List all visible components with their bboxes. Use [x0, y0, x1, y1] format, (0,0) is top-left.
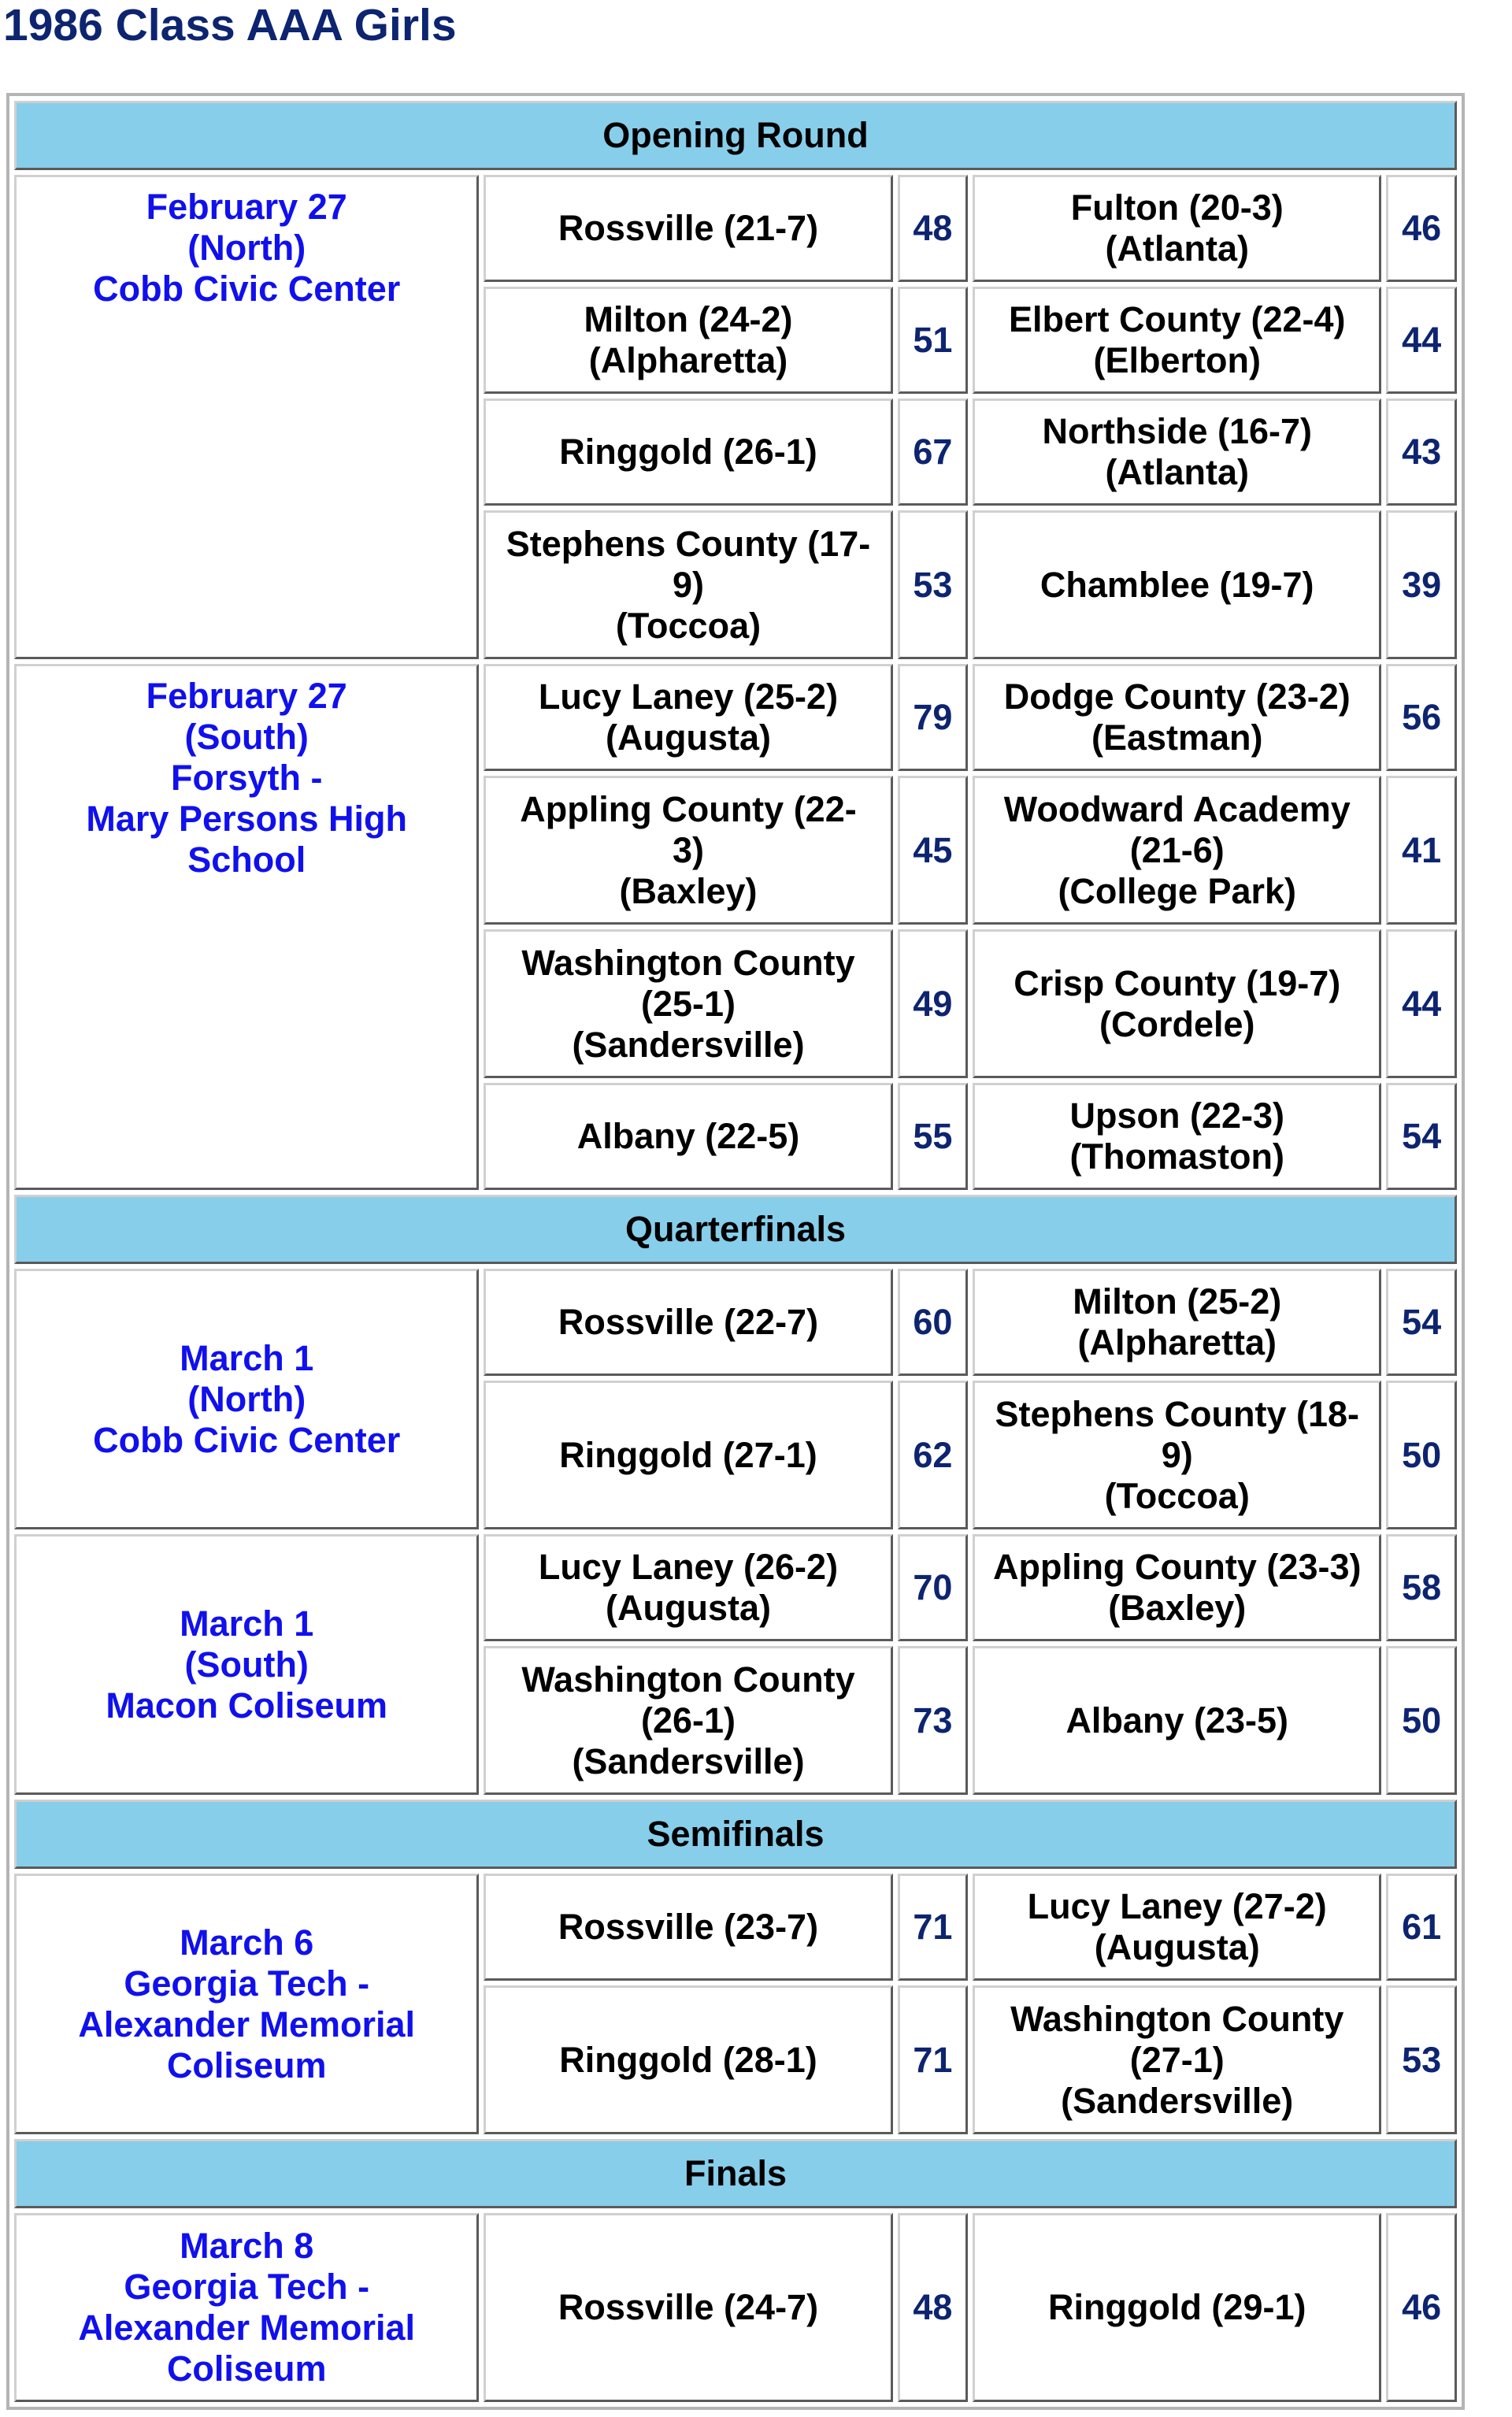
team2-cell — [973, 1083, 1381, 1190]
venue-location: Cobb Civic Center — [93, 1419, 401, 1460]
team2-cell — [973, 2213, 1381, 2402]
team2-cell — [973, 399, 1381, 506]
team-line: (College Park) — [1058, 870, 1297, 911]
team-line: (Baxley) — [1108, 1588, 1247, 1628]
venue-date: March 1 — [180, 1603, 314, 1644]
score2-cell: 44 — [1386, 929, 1457, 1078]
team1-cell — [484, 175, 892, 282]
team-line: (26-1) — [640, 1700, 736, 1740]
team-line: Woodward Academy — [1003, 788, 1351, 829]
team1-cell — [484, 664, 892, 771]
team-line: (21-6) — [1129, 829, 1225, 870]
team-line: Rossville (23-7) — [558, 1907, 819, 1947]
team-line: Milton (24-2) — [584, 299, 793, 339]
team-line: Appling County (23-3) — [993, 1547, 1362, 1587]
venue-date: February 27 — [146, 187, 347, 227]
score2-cell: 54 — [1386, 1083, 1457, 1190]
team-line: Upson (22-3) — [1069, 1095, 1284, 1136]
score2-cell: 41 — [1386, 776, 1457, 925]
team-line: Ringgold (27-1) — [559, 1434, 817, 1475]
venue-location: Cobb Civic Center — [93, 269, 401, 309]
team2-cell — [973, 510, 1381, 659]
team-line: (Thomaston) — [1069, 1136, 1284, 1177]
team2-cell — [973, 929, 1381, 1078]
team-line: Washington County — [1010, 1998, 1344, 2039]
team-line: Crisp County (19-7) — [1014, 962, 1341, 1003]
team2-cell — [973, 664, 1381, 771]
venue-region: (North) — [187, 1378, 306, 1419]
score2-cell: 50 — [1386, 1381, 1457, 1529]
team1-cell — [484, 929, 892, 1078]
score2-cell: 46 — [1386, 175, 1457, 282]
team-line: (Alpharetta) — [588, 340, 788, 380]
venue-region: (South) — [184, 1644, 309, 1685]
team-line: (Alpharetta) — [1077, 1322, 1277, 1362]
team2-cell — [973, 1646, 1381, 1795]
team2-cell — [973, 1874, 1381, 1981]
team-line: Lucy Laney (27-2) — [1027, 1886, 1327, 1926]
venue-location: Macon Coliseum — [106, 1685, 387, 1726]
team2-cell — [973, 175, 1381, 282]
team1-cell — [484, 287, 892, 394]
score2-cell: 43 — [1386, 399, 1457, 506]
team-line: (Sandersville) — [572, 1740, 805, 1781]
team-line: Elbert County (22-4) — [1008, 299, 1346, 339]
venue-date: February 27 — [146, 676, 347, 716]
score2-cell: 46 — [1386, 2213, 1457, 2402]
team-line: (Elberton) — [1093, 340, 1261, 380]
team-line: Stephens County (18- — [995, 1393, 1359, 1434]
team-line: Fulton (20-3) — [1070, 187, 1284, 228]
venue-location: Mary Persons High — [86, 799, 408, 839]
team2-cell — [973, 1381, 1381, 1529]
score2-cell: 44 — [1386, 287, 1457, 394]
round-header-quarterfinals: Quarterfinals — [14, 1195, 1457, 1264]
team-line: Lucy Laney (25-2) — [538, 677, 839, 717]
round-header-finals: Finals — [14, 2139, 1457, 2208]
team-line: Rossville (24-7) — [558, 2287, 819, 2327]
team-line: Washington County — [521, 1659, 855, 1700]
venue-location: Georgia Tech - — [124, 1963, 370, 2004]
team-line: (Toccoa) — [1104, 1475, 1250, 1516]
team-line: (Atlanta) — [1105, 228, 1249, 269]
score1-cell: 48 — [898, 2213, 969, 2402]
team-line: Ringgold (28-1) — [559, 2039, 817, 2080]
score2-cell: 50 — [1386, 1646, 1457, 1795]
team-line: Rossville (22-7) — [558, 1302, 819, 1342]
team-line: Ringgold (26-1) — [559, 432, 817, 472]
score1-cell: 67 — [898, 399, 969, 506]
team-line: Ringgold (29-1) — [1047, 2287, 1306, 2327]
score2-cell: 58 — [1386, 1534, 1457, 1641]
team1-cell — [484, 1269, 892, 1376]
team-line: (Augusta) — [606, 717, 771, 758]
team1-cell — [484, 2213, 892, 2402]
team2-cell — [973, 776, 1381, 925]
score1-cell: 48 — [898, 175, 969, 282]
venue-location: School — [187, 840, 306, 880]
score2-cell: 61 — [1386, 1874, 1457, 1981]
team-line: Stephens County (17- — [506, 523, 871, 564]
score1-cell: 71 — [898, 1985, 969, 2134]
score1-cell: 62 — [898, 1381, 969, 1529]
venue-finals — [14, 2213, 479, 2402]
team1-cell — [484, 1534, 892, 1641]
team-line: 9) — [1161, 1434, 1193, 1475]
score1-cell: 53 — [898, 510, 969, 659]
team-line: (Sandersville) — [1061, 2080, 1294, 2121]
team-line: Appling County (22- — [520, 788, 857, 829]
team-line: Northside (16-7) — [1042, 411, 1313, 451]
score1-cell: 45 — [898, 776, 969, 925]
score2-cell: 39 — [1386, 510, 1457, 659]
team-line: 9) — [672, 564, 704, 605]
team-line: Washington County — [521, 942, 855, 983]
team-line: Albany (22-5) — [576, 1116, 800, 1156]
venue-date: March 6 — [180, 1922, 314, 1963]
team-line: (25-1) — [640, 983, 736, 1024]
venue-semifinals — [14, 1874, 479, 2134]
team-line: (27-1) — [1129, 2039, 1225, 2080]
venue-region: (North) — [187, 228, 306, 268]
score1-cell: 55 — [898, 1083, 969, 1190]
venue-location: Coliseum — [166, 2044, 327, 2085]
team-line: Milton (25-2) — [1073, 1281, 1282, 1322]
round-header-opening: Opening Round — [14, 101, 1457, 170]
venue-location: Forsyth - — [170, 758, 323, 798]
score1-cell: 71 — [898, 1874, 969, 1981]
team-line: 3) — [672, 829, 704, 870]
team1-cell — [484, 1381, 892, 1529]
score2-cell: 54 — [1386, 1269, 1457, 1376]
team-line: (Augusta) — [1094, 1927, 1260, 1967]
score1-cell: 51 — [898, 287, 969, 394]
score1-cell: 60 — [898, 1269, 969, 1376]
team-line: Chamblee (19-7) — [1040, 564, 1314, 605]
team2-cell — [973, 287, 1381, 394]
team1-cell — [484, 776, 892, 925]
team2-cell — [973, 1985, 1381, 2134]
team-line: (Atlanta) — [1105, 452, 1249, 492]
team-line: (Augusta) — [606, 1588, 771, 1628]
team-line: (Baxley) — [619, 870, 758, 911]
venue-location: Alexander Memorial — [78, 2004, 416, 2044]
team-line: (Toccoa) — [615, 605, 762, 646]
team-line: Rossville (21-7) — [558, 208, 819, 248]
round-header-semifinals: Semifinals — [14, 1800, 1457, 1869]
venue-opening-north — [14, 175, 479, 659]
venue-location: Alexander Memorial — [78, 2308, 416, 2348]
venue-opening-south — [14, 664, 479, 1190]
team-line: (Eastman) — [1091, 717, 1263, 758]
venue-quarterfinals-north — [14, 1269, 479, 1529]
team1-cell — [484, 1985, 892, 2134]
venue-quarterfinals-south — [14, 1534, 479, 1795]
team2-cell — [973, 1534, 1381, 1641]
score2-cell: 53 — [1386, 1985, 1457, 2134]
page-title: 1986 Class AAA Girls — [3, 0, 457, 50]
team2-cell — [973, 1269, 1381, 1376]
venue-location: Coliseum — [166, 2348, 327, 2389]
score1-cell: 73 — [898, 1646, 969, 1795]
team1-cell — [484, 399, 892, 506]
score2-cell: 56 — [1386, 664, 1457, 771]
venue-region: (South) — [184, 717, 309, 757]
team-line: Albany (23-5) — [1065, 1700, 1289, 1740]
venue-location: Georgia Tech - — [124, 2267, 370, 2307]
team-line: Lucy Laney (26-2) — [538, 1547, 839, 1587]
team-line: (Cordele) — [1099, 1003, 1255, 1044]
team1-cell — [484, 1083, 892, 1190]
venue-date: March 8 — [180, 2226, 314, 2266]
bracket-table-container — [6, 93, 1465, 2410]
team1-cell — [484, 510, 892, 659]
team-line: (Sandersville) — [572, 1024, 805, 1065]
score1-cell: 49 — [898, 929, 969, 1078]
team1-cell — [484, 1874, 892, 1981]
score1-cell: 70 — [898, 1534, 969, 1641]
bracket-table — [9, 96, 1462, 2407]
team1-cell — [484, 1646, 892, 1795]
venue-date: March 1 — [180, 1337, 314, 1378]
team-line: Dodge County (23-2) — [1003, 677, 1351, 717]
score1-cell: 79 — [898, 664, 969, 771]
